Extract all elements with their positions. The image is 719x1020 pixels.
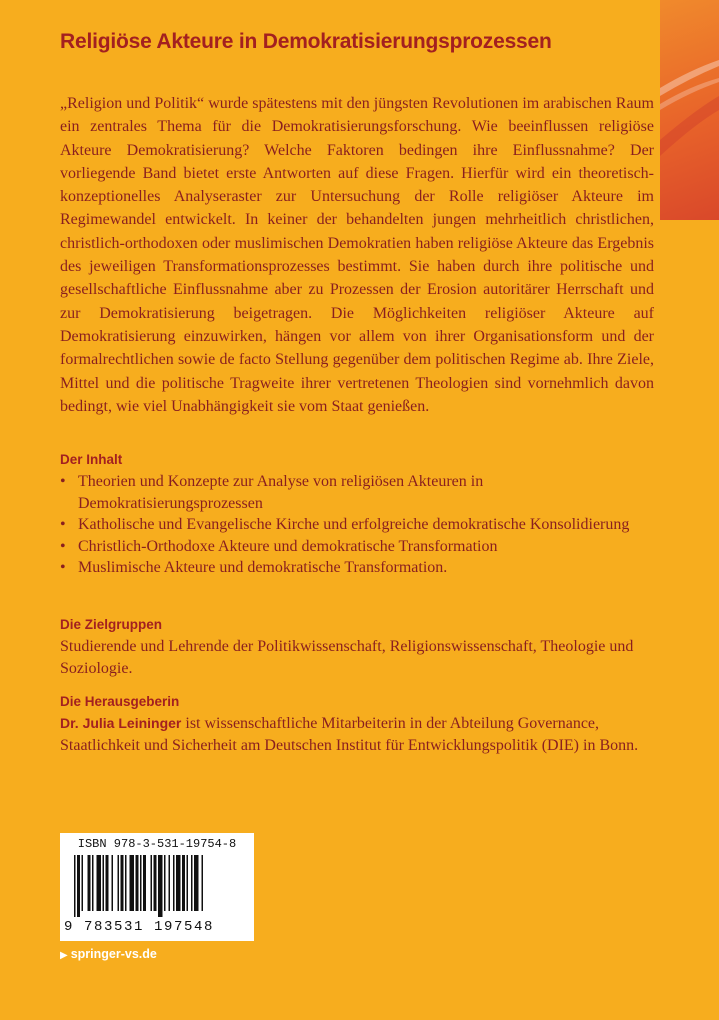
book-title: Religiöse Akteure in Demokratisierungsprozessen [60, 30, 552, 53]
publisher-link[interactable] [60, 947, 157, 961]
contents-heading: Der Inhalt [60, 452, 123, 467]
list-item: • Muslimische Akteure und demokratische Transformation. [60, 557, 660, 579]
editor-section [60, 694, 660, 756]
list-item: • Christlich-Orthodoxe Akteure und demokratische Transformation [60, 536, 660, 558]
editor-heading: Die Herausgeberin [60, 694, 180, 709]
publisher-url: springer-vs.de [70, 947, 157, 961]
barcode-bars [74, 855, 240, 917]
contents-section [60, 452, 660, 579]
target-groups-text: Studierende und Lehrende der Politikwissenschaft, Religionswissenschaft, Theologie und Soziologie. [60, 638, 634, 677]
editor-bio-text: ist wissenschaftliche Mitarbeiterin in der Abteilung Governance, Staatlichkeit und Sicherheit am Deutschen Institut für Entwicklungspolitik (DIE) in Bonn. [60, 715, 639, 754]
target-groups-heading: Die Zielgruppen [60, 617, 163, 632]
editor-bio [60, 713, 660, 756]
triangle-right-icon: ▶ [60, 950, 68, 961]
decorative-corner-graphic [660, 0, 719, 220]
isbn-label: ISBN 978-3-531-19754-8 [77, 837, 237, 851]
isbn-barcode [60, 833, 254, 941]
list-item: • Katholische und Evangelische Kirche und erfolgreiche demokratische Konsolidierung [60, 514, 660, 536]
editor-name: Dr. Julia Leininger [60, 715, 182, 731]
contents-list [60, 471, 660, 579]
list-item: • Theorien und Konzepte zur Analyse von religiösen Akteuren in Demokratisierungsprozessen [60, 471, 660, 514]
blurb-text: „Religion und Politik“ wurde spätestens mit den jüngsten Revolutionen im arabischen Raum ein zentrales Thema für die Demokratisierungsforschung. Wie beeinflussen religiöse Akteure Demokratisierung? Welche Faktoren bedingen ihre Einflussnahme? Der vorliegende Band bietet erste Antworten auf diese Fragen. Hierfür wird ein theoretisch-konzeptionelles Analyseraster zur Untersuchung der Rolle religiöser Akteure im Regimewandel entwickelt. In keiner der behandelten jungen mehrheitlich christlichen, christlich-orthodoxen oder muslimischen Demokratien haben religiöse Akteure das Ergebnis des jeweiligen Transformationsprozesses bestimmt. Sie haben durch ihre politische und gesellschaftliche Einflussnahme aber zu Prozessen der Erosion autoritärer Herrschaft und zur Demokratisierung beigetragen. Die Möglichkeiten religiöser Akteure auf Demokratisierung einzuwirken, hängen vor allem von ihrer Organisationsform und der formalrechtlichen sowie de facto Stellung gegenüber dem politischen Regime ab. Ihre Ziele, Mittel und die politische Tragweite ihrer vertretenen Theologien sind vornehmlich davon bedingt, wie viel Unabhängigkeit sie vom Staat genießen. [60, 95, 654, 415]
target-groups-section [60, 617, 660, 679]
barcode-digits: 9 783531 197548 [64, 919, 215, 935]
